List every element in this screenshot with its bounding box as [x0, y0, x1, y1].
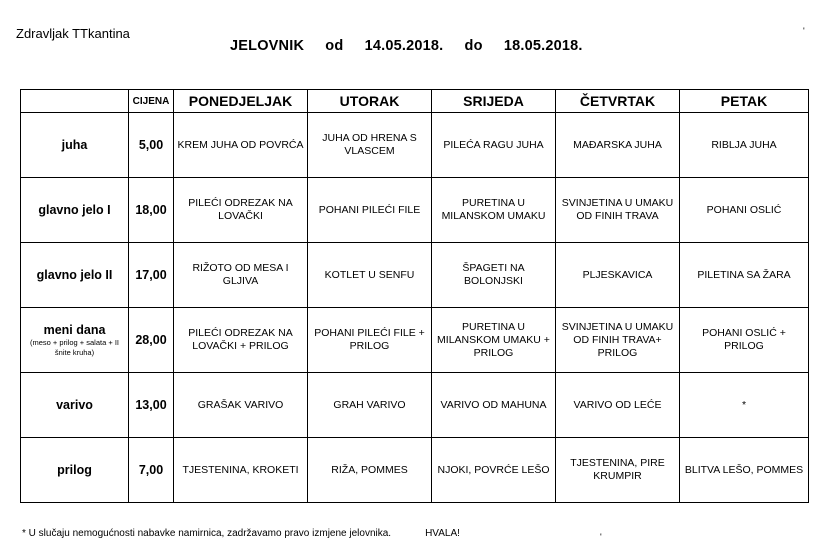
menu-item-cell: PILEĆI ODREZAK NA LOVAČKI + PRILOG: [174, 308, 308, 373]
price-header: CIJENA: [129, 90, 174, 113]
category-note: (meso + prilog + salata + II šnite kruha): [29, 337, 119, 357]
menu-item-cell: TJESTENINA, KROKETI: [174, 438, 308, 503]
menu-item-cell: POHANI PILEĆI FILE + PRILOG: [308, 308, 432, 373]
category-cell: varivo: [21, 373, 129, 438]
menu-item-cell: VARIVO OD LEĆE: [556, 373, 680, 438]
menu-item-cell: VARIVO OD MAHUNA: [432, 373, 556, 438]
menu-item-cell: SVINJETINA U UMAKU OD FINIH TRAVA+ PRILOG: [556, 308, 680, 373]
table-row: [21, 438, 809, 503]
menu-item-cell: PLJESKAVICA: [556, 243, 680, 308]
menu-item-cell: *: [680, 373, 809, 438]
category-label: meni dana: [43, 322, 106, 337]
date-from: 14.05.2018.: [364, 38, 444, 54]
price-cell: 28,00: [129, 308, 174, 373]
menu-table: [20, 89, 809, 503]
table-row: [21, 178, 809, 243]
menu-item-cell: POHANI PILEĆI FILE: [308, 178, 432, 243]
price-cell: 17,00: [129, 243, 174, 308]
menu-item-cell: PURETINA U MILANSKOM UMAKU + PRILOG: [432, 308, 556, 373]
day-header-thursday: ČETVRTAK: [556, 90, 680, 113]
table-row: [21, 373, 809, 438]
footnote-text: * U slučaju nemogućnosti nabavke namirnica, zadržavamo pravo izmjene jelovnika.: [22, 528, 392, 539]
header-row: [21, 90, 809, 113]
menu-item-cell: TJESTENINA, PIRE KRUMPIR: [556, 438, 680, 503]
thanks-text: HVALA!: [425, 528, 460, 539]
title-prefix: JELOVNIK: [230, 38, 305, 54]
menu-item-cell: ŠPAGETI NA BOLONJSKI: [432, 243, 556, 308]
empty-header-cell: [21, 90, 129, 113]
day-header-wednesday: SRIJEDA: [432, 90, 556, 113]
menu-item-cell: RIŽA, POMMES: [308, 438, 432, 503]
menu-item-cell: BLITVA LEŠO, POMMES: [680, 438, 809, 503]
od-label: od: [325, 38, 344, 54]
price-cell: 7,00: [129, 438, 174, 503]
menu-item-cell: POHANI OSLIĆ + PRILOG: [680, 308, 809, 373]
date-to: 18.05.2018.: [503, 38, 583, 54]
category-cell: glavno jelo I: [21, 178, 129, 243]
menu-item-cell: JUHA OD HRENA S VLASCEM: [308, 113, 432, 178]
menu-item-cell: KREM JUHA OD POVRĆA: [174, 113, 308, 178]
menu-item-cell: PILEĆI ODREZAK NA LOVAČKI: [174, 178, 308, 243]
menu-item-cell: PILETINA SA ŽARA: [680, 243, 809, 308]
bottom-mark: ': [600, 532, 602, 542]
table-row: [21, 308, 809, 373]
corner-mark: ': [803, 26, 805, 36]
page-title: [230, 38, 583, 54]
category-cell: prilog: [21, 438, 129, 503]
day-header-tuesday: UTORAK: [308, 90, 432, 113]
day-header-monday: PONEDJELJAK: [174, 90, 308, 113]
brand-name: Zdravljak TTkantina: [16, 26, 130, 41]
menu-item-cell: POHANI OSLIĆ: [680, 178, 809, 243]
price-cell: 13,00: [129, 373, 174, 438]
menu-item-cell: GRAH VARIVO: [308, 373, 432, 438]
menu-item-cell: MAĐARSKA JUHA: [556, 113, 680, 178]
category-cell: glavno jelo II: [21, 243, 129, 308]
category-cell: juha: [21, 113, 129, 178]
menu-item-cell: PILEĆA RAGU JUHA: [432, 113, 556, 178]
price-cell: 5,00: [129, 113, 174, 178]
do-label: do: [464, 38, 483, 54]
day-header-friday: PETAK: [680, 90, 809, 113]
table-row: [21, 113, 809, 178]
menu-item-cell: SVINJETINA U UMAKU OD FINIH TRAVA: [556, 178, 680, 243]
menu-item-cell: KOTLET U SENFU: [308, 243, 432, 308]
category-cell: [21, 308, 129, 373]
menu-item-cell: RIBLJA JUHA: [680, 113, 809, 178]
menu-item-cell: RIŽOTO OD MESA I GLJIVA: [174, 243, 308, 308]
footnote: [22, 528, 460, 539]
menu-item-cell: NJOKI, POVRĆE LEŠO: [432, 438, 556, 503]
price-cell: 18,00: [129, 178, 174, 243]
table-row: [21, 243, 809, 308]
menu-item-cell: GRAŠAK VARIVO: [174, 373, 308, 438]
menu-item-cell: PURETINA U MILANSKOM UMAKU: [432, 178, 556, 243]
